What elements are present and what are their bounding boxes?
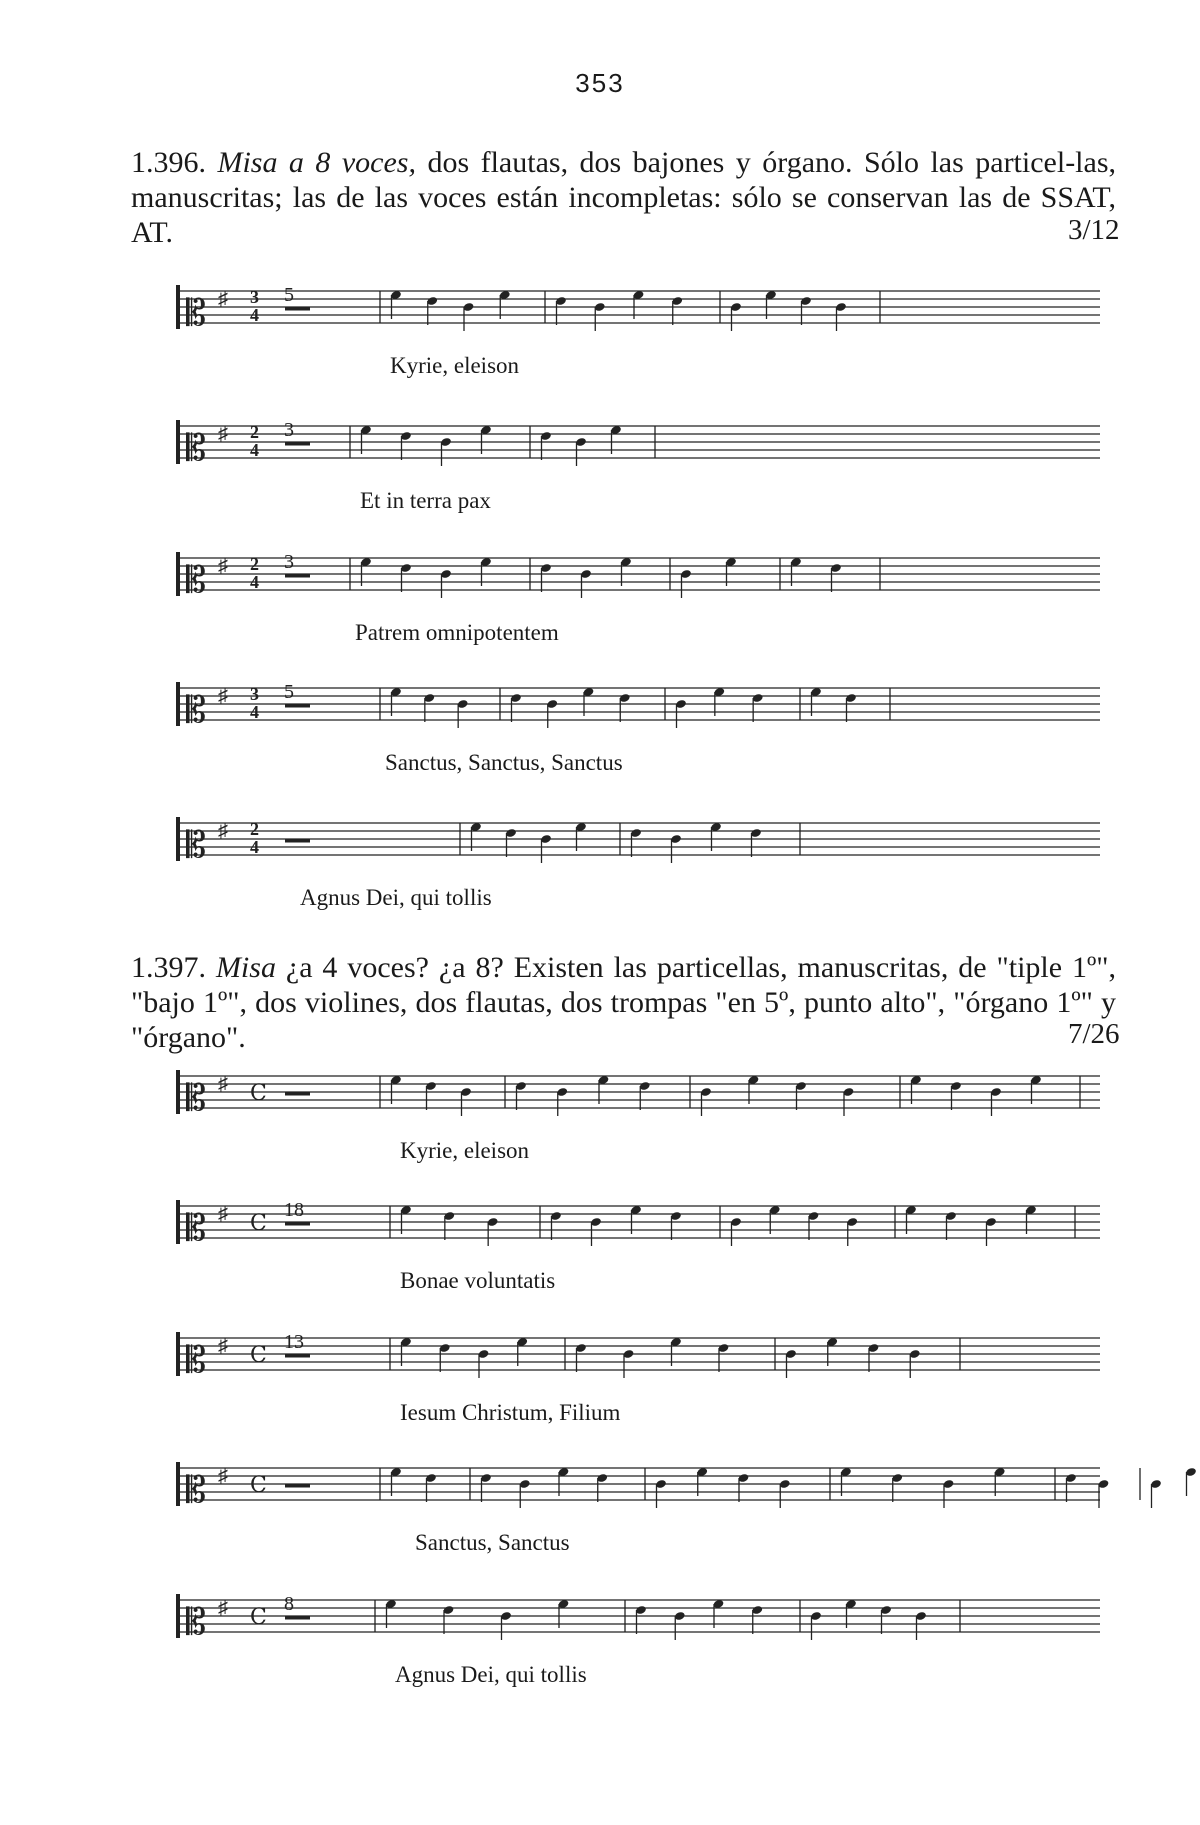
time-signature: C: [250, 1605, 267, 1630]
rest-count: 5: [284, 284, 294, 306]
rest-count: 3: [284, 419, 294, 441]
entry-number: 1.397.: [131, 951, 206, 984]
time-signature: C: [250, 1081, 267, 1106]
music-incipit: [180, 1068, 1100, 1138]
time-signature-top: 2: [250, 819, 259, 839]
rest-count: 3: [284, 551, 294, 573]
time-signature-bottom: 4: [250, 440, 259, 460]
c-clef-icon: 𝄡: [186, 825, 207, 866]
incipit-lyric: Sanctus, Sanctus: [415, 1530, 570, 1555]
music-incipit: [180, 1330, 1100, 1400]
c-clef-icon: 𝄡: [186, 1602, 207, 1643]
entry-description: dos flautas, dos bajones y órgano. Sólo las particel-las, manuscritas; las de las voces están incompletas: sólo se conservan las de SSAT, AT.: [131, 146, 1117, 249]
music-incipit: [180, 815, 1100, 885]
incipit-lyric: Kyrie, eleison: [400, 1138, 530, 1163]
entry-reference: 3/12: [1068, 214, 1120, 246]
c-clef-icon: 𝄡: [186, 428, 207, 469]
c-clef-icon: 𝄡: [186, 560, 207, 601]
c-clef-icon: 𝄡: [186, 293, 207, 334]
c-clef-icon: 𝄡: [186, 1078, 207, 1119]
music-incipit: [180, 1460, 1100, 1530]
sharp-icon: ♯: [218, 820, 228, 842]
incipit-lyric: Kyrie, eleison: [390, 353, 520, 378]
staff: [180, 1198, 1100, 1268]
staff: [180, 283, 1100, 353]
music-incipit: [180, 1592, 1100, 1662]
staff: [180, 418, 1100, 488]
staff-bracket: [176, 1200, 180, 1244]
time-signature-top: 3: [250, 287, 259, 307]
rest-count: 18: [284, 1199, 304, 1221]
time-signature-bottom: 4: [250, 702, 259, 722]
staff-bracket: [176, 1462, 180, 1506]
entry-title: Misa: [215, 951, 276, 984]
staff: [180, 680, 1100, 750]
rest-count: 13: [284, 1331, 304, 1353]
time-signature: C: [250, 1211, 267, 1236]
staff-bracket: [176, 1594, 180, 1638]
staff-bracket: [176, 817, 180, 861]
entry-reference: 7/26: [1068, 1018, 1120, 1050]
page-number: 353: [575, 68, 625, 98]
music-incipit: [180, 283, 1100, 353]
incipit-lyric: Patrem omnipotentem: [355, 620, 559, 645]
staff-bracket: [176, 285, 180, 329]
staff-bracket: [176, 682, 180, 726]
entry-description: ¿a 4 voces? ¿a 8? Existen las particellas, manuscritas, de "tiple 1º", "bajo 1º", dos violines, dos flautas, dos trompas "en 5º, punto alto", "órgano 1º" y "órgano".: [131, 951, 1117, 1054]
music-incipit: [180, 550, 1100, 620]
staff: [180, 1592, 1100, 1662]
staff: [180, 815, 1100, 885]
sharp-icon: ♯: [218, 1597, 228, 1619]
time-signature-bottom: 4: [250, 572, 259, 592]
time-signature-top: 2: [250, 422, 259, 442]
incipit-lyric: Et in terra pax: [360, 488, 491, 513]
rest-count: 8: [284, 1593, 294, 1615]
sharp-icon: ♯: [218, 1073, 228, 1095]
time-signature-top: 3: [250, 684, 259, 704]
entry-1397-text: [131, 950, 1116, 1055]
rest-count: 5: [284, 681, 294, 703]
incipit-lyric: Bonae voluntatis: [400, 1268, 556, 1293]
time-signature-bottom: 4: [250, 837, 259, 857]
c-clef-icon: 𝄡: [186, 1208, 207, 1249]
sharp-icon: ♯: [218, 1203, 228, 1225]
music-incipit: [180, 1198, 1100, 1268]
incipit-lyric: Agnus Dei, qui tollis: [395, 1662, 587, 1687]
incipit-lyric: Agnus Dei, qui tollis: [300, 885, 492, 910]
c-clef-icon: 𝄡: [186, 1470, 207, 1511]
sharp-icon: ♯: [218, 288, 228, 310]
staff: [180, 1330, 1100, 1400]
staff-bracket: [176, 1332, 180, 1376]
staff-bracket: [176, 420, 180, 464]
sharp-icon: ♯: [218, 423, 228, 445]
music-incipit: [180, 680, 1100, 750]
incipit-lyric: Iesum Christum, Filium: [400, 1400, 621, 1425]
sharp-icon: ♯: [218, 1335, 228, 1357]
staff: [180, 1460, 1100, 1530]
staff: [180, 1068, 1100, 1138]
sharp-icon: ♯: [218, 1465, 228, 1487]
sharp-icon: ♯: [218, 555, 228, 577]
music-incipit: [180, 418, 1100, 488]
c-clef-icon: 𝄡: [186, 1340, 207, 1381]
time-signature-bottom: 4: [250, 305, 259, 325]
time-signature-top: 2: [250, 554, 259, 574]
entry-title: Misa a 8 voces,: [217, 146, 416, 179]
staff-bracket: [176, 552, 180, 596]
c-clef-icon: 𝄡: [186, 690, 207, 731]
time-signature: C: [250, 1343, 267, 1368]
time-signature: C: [250, 1473, 267, 1498]
staff: [180, 550, 1100, 620]
incipit-lyric: Sanctus, Sanctus, Sanctus: [385, 750, 623, 775]
staff-bracket: [176, 1070, 180, 1114]
entry-1396-text: [131, 145, 1116, 250]
entry-number: 1.396.: [131, 146, 206, 179]
sharp-icon: ♯: [218, 685, 228, 707]
